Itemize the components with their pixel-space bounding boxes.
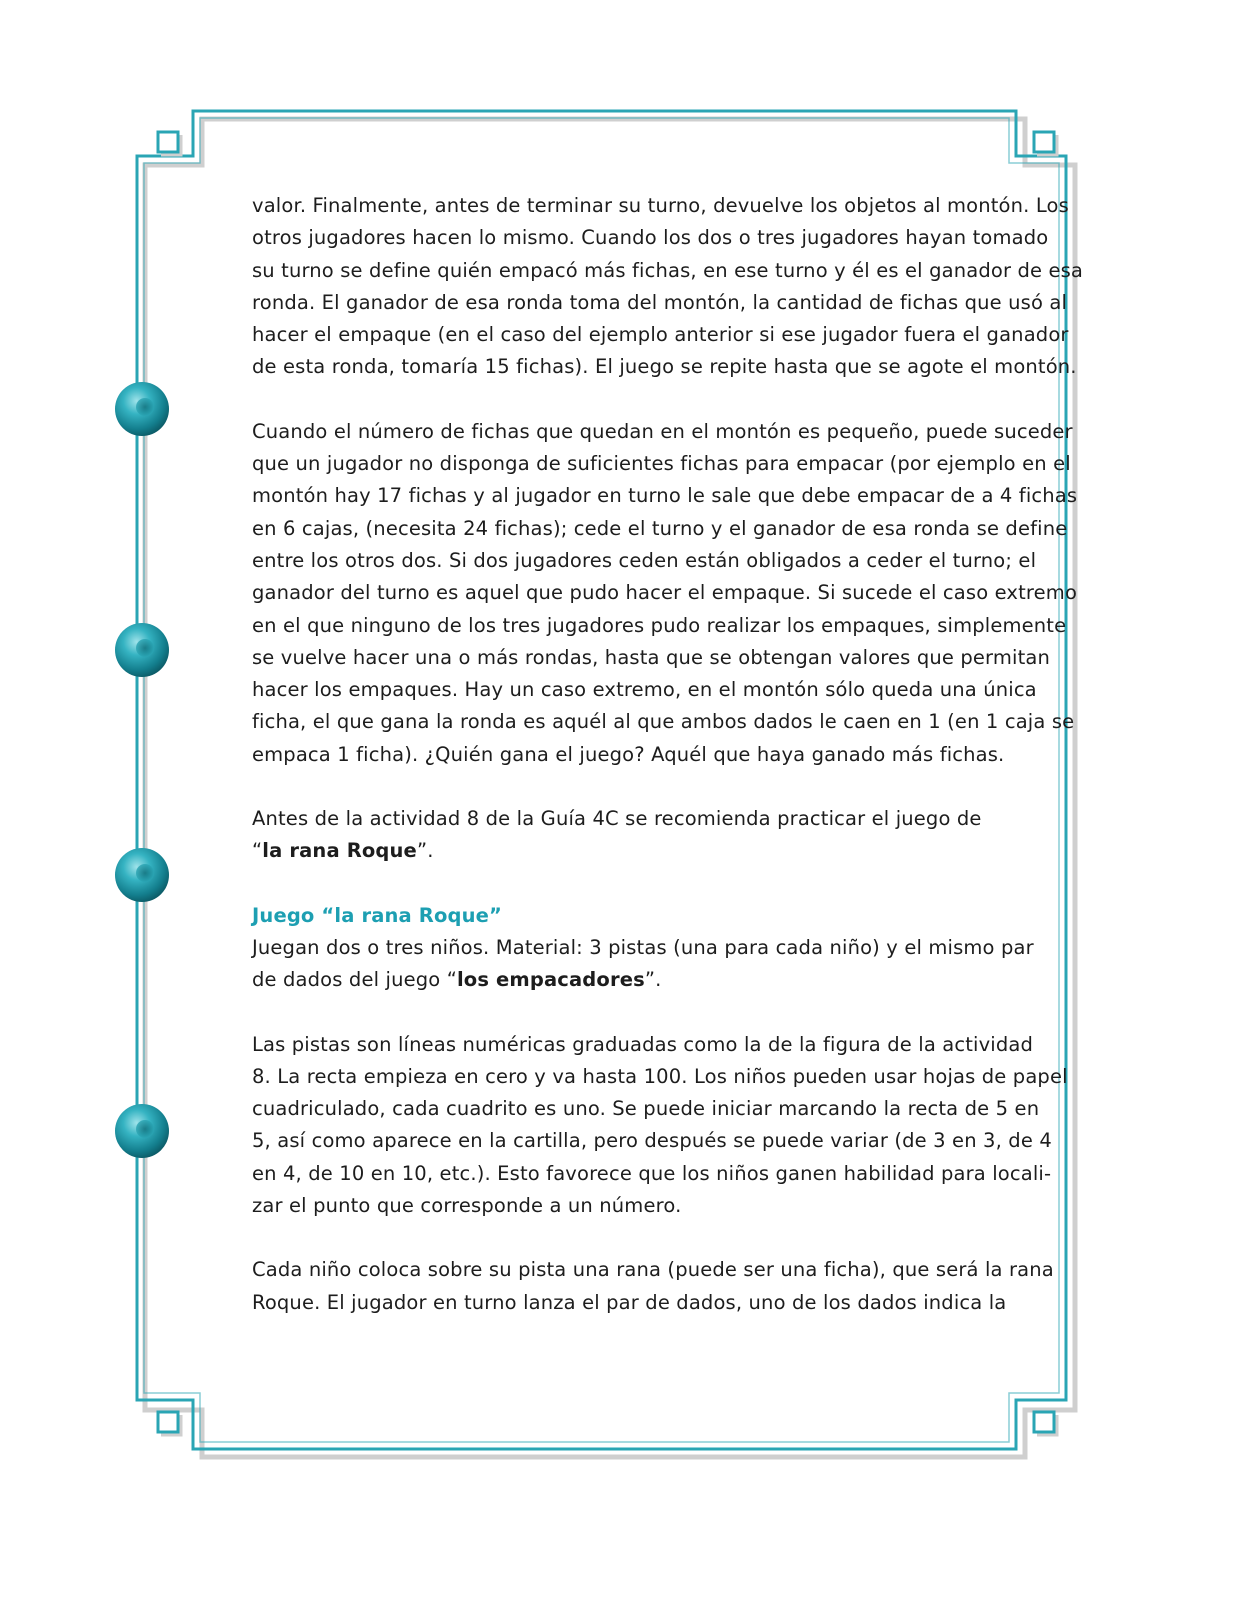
text-line: su turno se define quién empacó más fichas, en ese turno y él es el ganador de esa [252, 258, 1084, 282]
paragraph-small-pile [252, 416, 1078, 771]
text-line: Antes de la actividad 8 de la Guía 4C se recomienda practicar el juego de [252, 807, 982, 831]
paragraph-frog-placement [252, 1254, 1054, 1319]
text-line: 5, así como aparece en la cartilla, pero después se puede variar (de 3 en 3, de 4 [252, 1129, 1052, 1153]
text-line: hacer los empaques. Hay un caso extremo, en el montón sólo queda una única [252, 678, 1037, 702]
text-line: 8. La recta empieza en cero y va hasta 100. Los niños pueden usar hojas de papel [252, 1064, 1068, 1088]
text-line: Las pistas son líneas numéricas graduadas como la de la figura de la actividad [252, 1032, 1034, 1056]
corner-ornament-top-right [1034, 132, 1054, 152]
paragraph-rules-continuation [252, 190, 1084, 384]
text-line: hacer el empaque (en el caso del ejemplo anterior si ese jugador fuera el ganador [252, 323, 1069, 347]
text-line [252, 964, 1032, 996]
binder-beads [115, 382, 169, 1158]
page-body [252, 190, 1084, 1319]
quote-open: “ [252, 839, 263, 863]
text-line: en el que ninguno de los tres jugadores pudo realizar los empaques, simplemente [252, 613, 1067, 637]
text-line: cuadriculado, cada cuadrito es uno. Se puede iniciar marcando la recta de 5 en [252, 1097, 1040, 1121]
quote-close: ”. [416, 839, 434, 863]
text-line: ficha, el que gana la ronda es aquél al que ambos dados le caen en 1 (en 1 caja se [252, 710, 1075, 734]
paragraph-recommendation [252, 803, 1032, 868]
text-line: empaca 1 ficha). ¿Quién gana el juego? Aquél que haya ganado más fichas. [252, 742, 1005, 766]
text-fragment: de dados del juego “ [252, 968, 457, 992]
text-line: montón hay 17 fichas y al jugador en turno le sale que debe empacar de a 4 fichas [252, 484, 1078, 508]
text-line: ganador del turno es aquel que pudo hacer el empaque. Si sucede el caso extremo [252, 581, 1078, 605]
text-line: de esta ronda, tomaría 15 fichas). El juego se repite hasta que se agote el montón. [252, 355, 1077, 379]
text-line: Cada niño coloca sobre su pista una rana (puede ser una ficha), que será la rana [252, 1258, 1054, 1282]
text-line: otros jugadores hacen lo mismo. Cuando los dos o tres jugadores hayan tomado [252, 226, 1049, 250]
text-line: se vuelve hacer una o más rondas, hasta que se obtengan valores que permitan [252, 645, 1050, 669]
bead-icon [115, 848, 169, 902]
bead-icon [115, 623, 169, 677]
text-fragment: ”. [644, 968, 662, 992]
corner-ornament-top-left [158, 132, 178, 152]
corner-ornament-bottom-right [1034, 1412, 1054, 1432]
text-line [252, 835, 1032, 867]
text-line: Cuando el número de fichas que quedan en el montón es pequeño, puede suceder [252, 419, 1073, 443]
bead-icon [115, 1104, 169, 1158]
text-line: zar el punto que corresponde a un número. [252, 1194, 682, 1218]
game-name-bold: los empacadores [456, 968, 645, 992]
text-line: Juegan dos o tres niños. Material: 3 pistas (una para cada niño) y el mismo par [252, 935, 1034, 959]
game-name-bold: la rana Roque [262, 839, 417, 863]
section-heading: Juego “la rana Roque” [252, 903, 503, 927]
text-line: ronda. El ganador de esa ronda toma del montón, la cantidad de fichas que usó al [252, 290, 1068, 314]
text-line: Roque. El jugador en turno lanza el par de dados, uno de los dados indica la [252, 1290, 1007, 1314]
section-rana-roque [252, 900, 1032, 997]
text-line: que un jugador no disponga de suficientes fichas para empacar (por ejemplo en el [252, 452, 1071, 476]
bead-icon [115, 382, 169, 436]
paragraph-tracks [252, 1029, 1068, 1223]
text-line: en 6 cajas, (necesita 24 fichas); cede el turno y el ganador de esa ronda se define [252, 516, 1068, 540]
corner-ornament-bottom-left [158, 1412, 178, 1432]
text-line: entre los otros dos. Si dos jugadores ceden están obligados a ceder el turno; el [252, 548, 1037, 572]
text-line: en 4, de 10 en 10, etc.). Esto favorece que los niños ganen habilidad para locali- [252, 1161, 1052, 1185]
text-line: valor. Finalmente, antes de terminar su turno, devuelve los objetos al montón. Los [252, 194, 1069, 217]
